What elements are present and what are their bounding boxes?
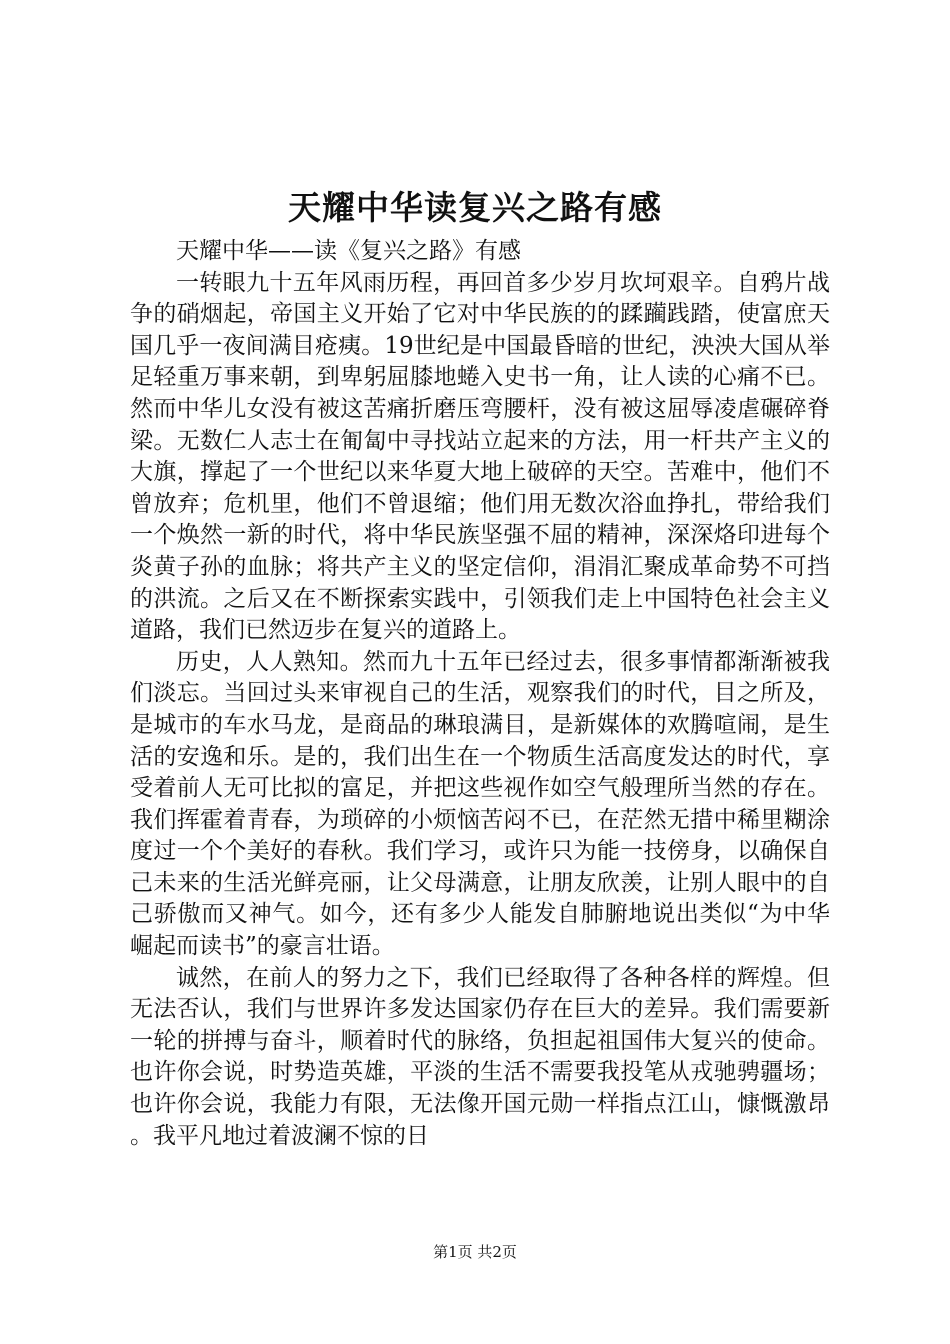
body-paragraph-1: 一转眼九十五年风雨历程，再回首多少岁月坎坷艰辛。自鸦片战争的硝烟起，帝国主义开始了它对中华民族的的蹂躏践踏，使富庶天国几乎一夜间满目疮痍。19世纪是中国最昏暗的世纪，泱泱大国从举足轻重万事来朝，到卑躬屈膝地蜷入史书一角，让人读的心痛不已。然而中华儿女没有被这苦痛折磨压弯腰杆，没有被这屈辱凌虐碾碎脊梁。无数仁人志士在匍匐中寻找站立起来的方法，用一杆共产主义的大旗，撑起了一个世纪以来华夏大地上破碎的天空。苦难中，他们不曾放弃；危机里，他们不曾退缩；他们用无数次浴血挣扎，带给我们一个焕然一新的时代，将中华民族坚强不屈的精神，深深烙印进每个炎黄子孙的血脉；将共产主义的坚定信仰，涓涓汇聚成革命势不可挡的洪流。之后又在不断探索实践中，引领我们走上中国特色社会主义道路，我们已然迈步在复兴的道路上。 — [130, 269, 830, 644]
body-paragraph-2: 历史，人人熟知。然而九十五年已经过去，很多事情都渐渐被我们淡忘。当回过头来审视自己的生活，观察我们的时代，目之所及，是城市的车水马龙，是商品的琳琅满目，是新媒体的欢腾喧闹，是生活的安逸和乐。是的，我们出生在一个物质生活高度发达的时代，享受着前人无可比拟的富足，并把这些视作如空气般理所当然的存在。我们挥霍着青春，为琐碎的小烦恼苦闷不已，在茫然无措中稀里糊涂度过一个个美好的春秋。我们学习，或许只为能一技傍身，以确保自己未来的生活光鲜亮丽，让父母满意，让朋友欣羡，让别人眼中的自己骄傲而又神气。如今，还有多少人能发自肺腑地说出类似“为中华崛起而读书”的豪言壮语。 — [130, 648, 830, 960]
document-title: 天耀中华读复兴之路有感 — [288, 188, 662, 227]
document-body — [130, 236, 830, 1152]
subtitle-paragraph: 天耀中华——读《复兴之路》有感 — [176, 238, 521, 264]
page-footer: 第1页 共2页 — [433, 1243, 517, 1261]
body-paragraph-3: 诚然，在前人的努力之下，我们已经取得了各种各样的辉煌。但无法否认，我们与世界许多发达国家仍存在巨大的差异。我们需要新一轮的拼搏与奋斗，顺着时代的脉络，负担起祖国伟大复兴的使命。也许你会说，时势造英雄，平淡的生活不需要我投笔从戎驰骋疆场；也许你会说，我能力有限，无法像开国元勋一样指点江山，慷慨激昂。我平凡地过着波澜不惊的日 — [130, 964, 830, 1149]
